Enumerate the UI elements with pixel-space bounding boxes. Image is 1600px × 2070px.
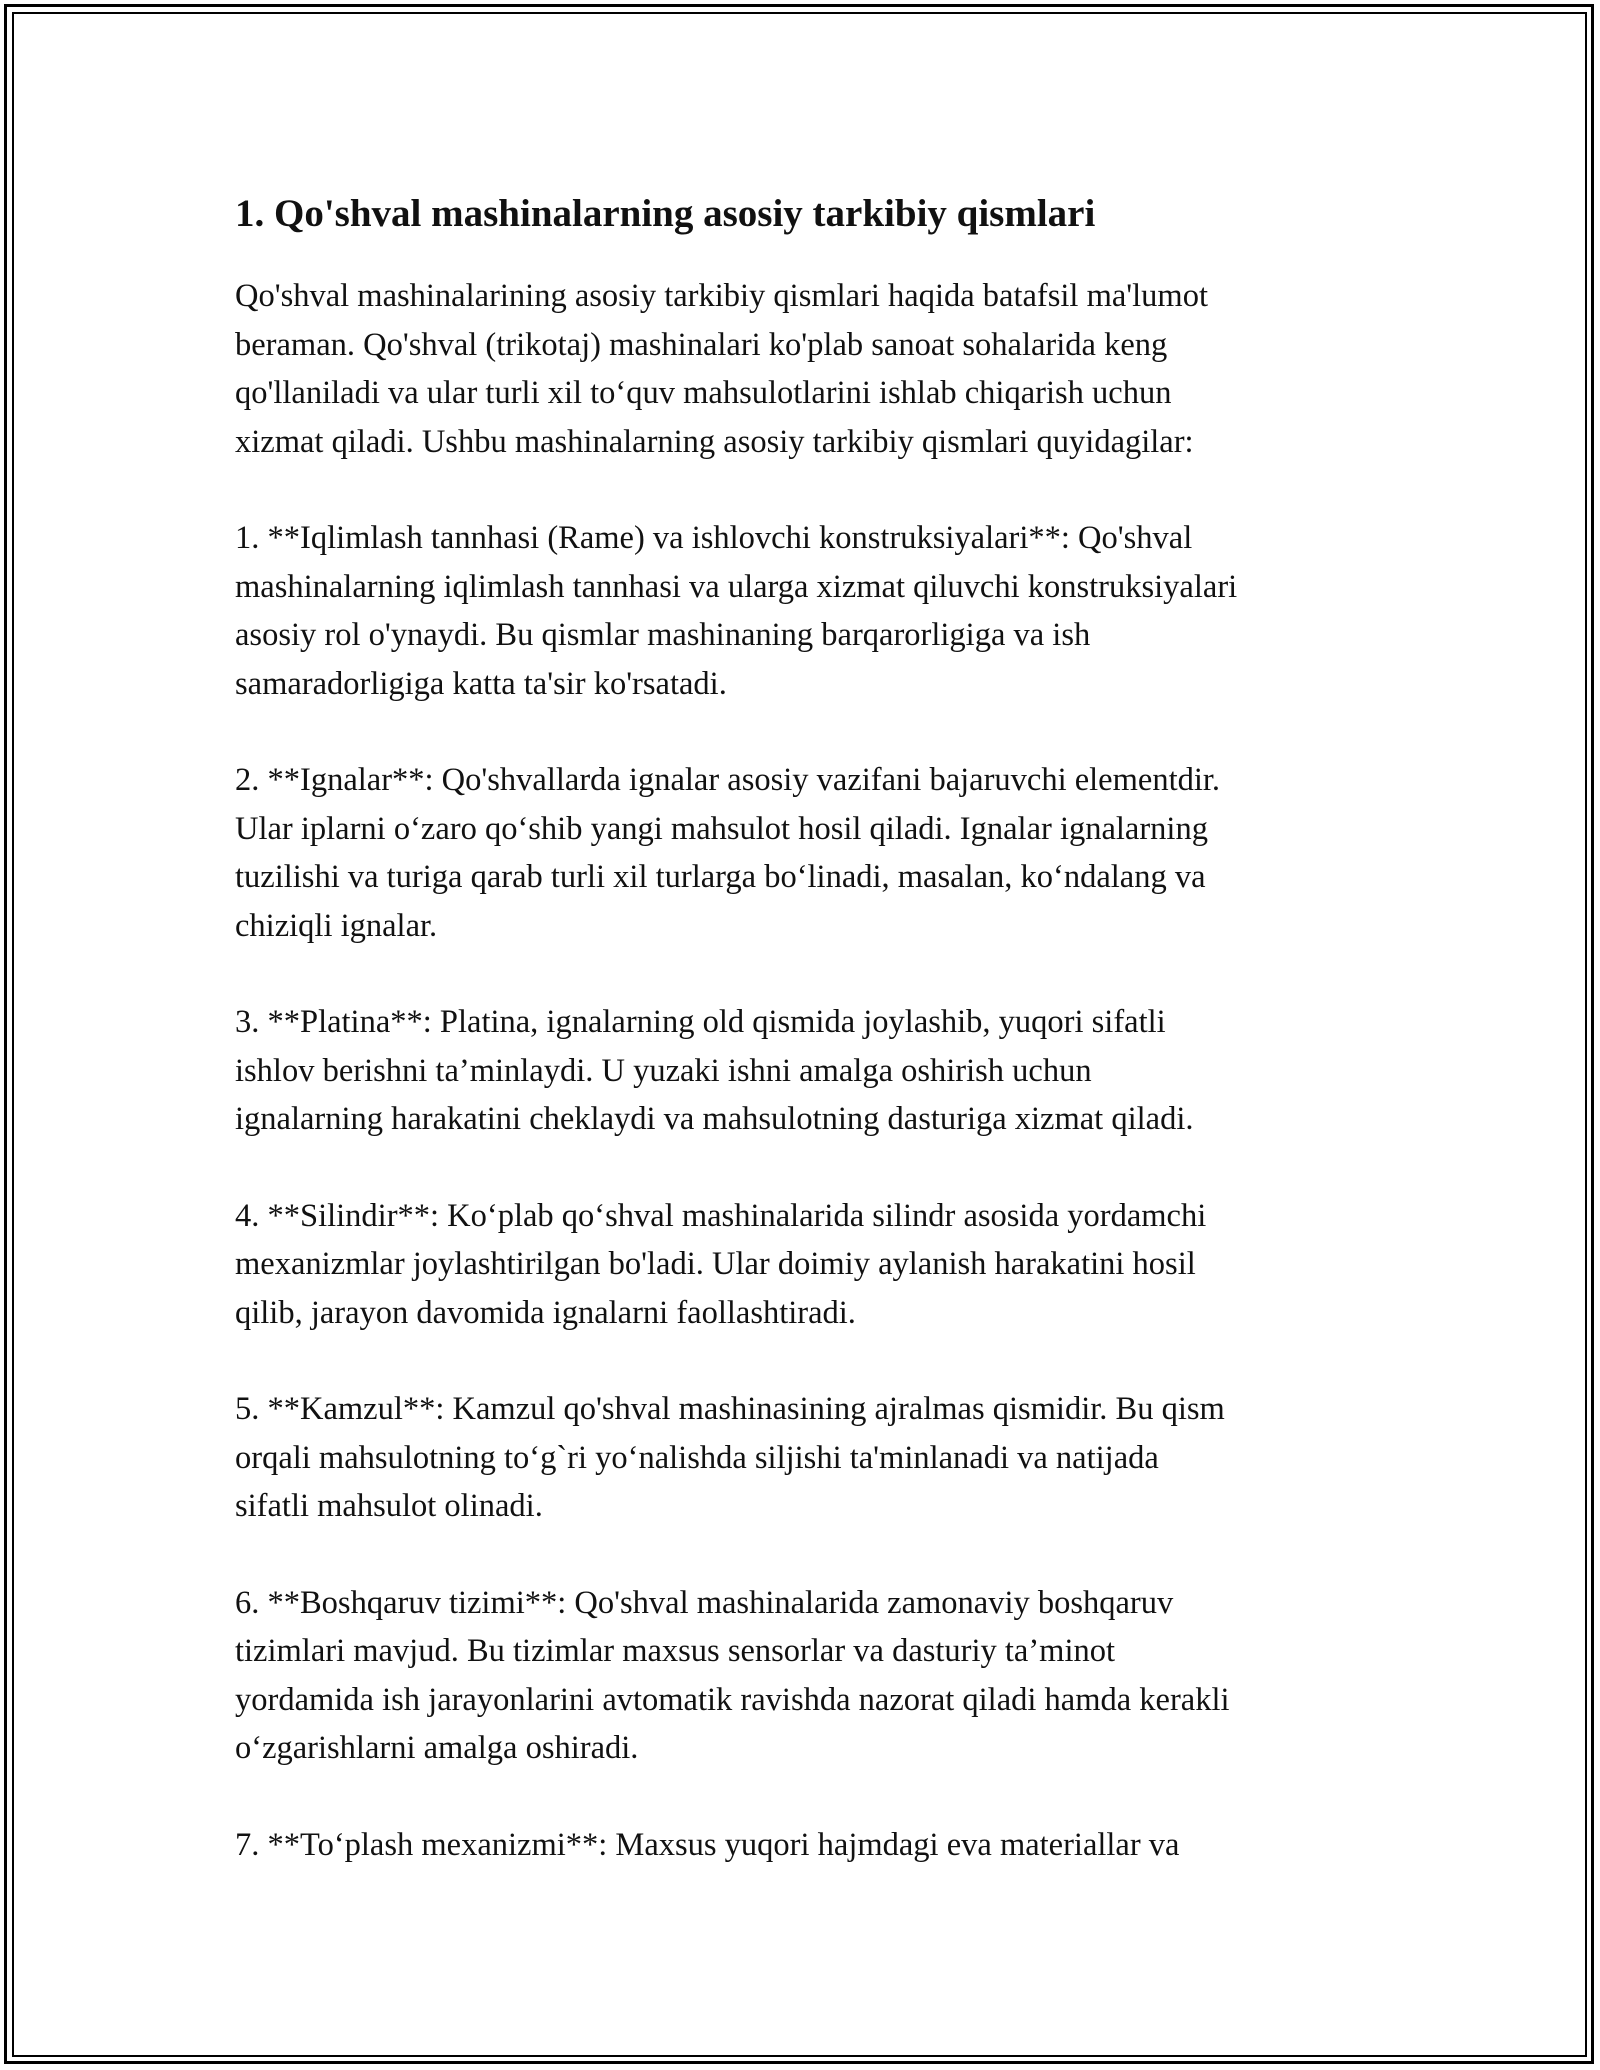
list-item-silindir: 4. **Silindir**: Ko‘plab qo‘shval mashinalarida silindr asosida yordamchi mexanizmlar joylashtirilgan bo'ladi. Ular doimiy aylanish harakatini hosil qilib, jarayon davomida ignalarni faollashtiradi.: [235, 1197, 1207, 1331]
list-item-kamzul: 5. **Kamzul**: Kamzul qo'shval mashinasining ajralmas qismidir. Bu qism orqali mahsulotning to‘g`ri yo‘nalishda siljishi ta'minlanadi va natijada sifatli mahsulot olinadi.: [235, 1391, 1225, 1524]
list-item-toplash-mexanizmi: 7. **To‘plash mexanizmi**: Maxsus yuqori hajmdagi eva materiallar va: [235, 1826, 1180, 1863]
list-item-ignalar: 2. **Ignalar**: Qo'shvallarda ignalar asosiy vazifani bajaruvchi elementdir. Ular iplarni o‘zaro qo‘shib yangi mahsulot hosil qiladi. Ignalar ignalarning tuzilishi va turiga qarab turli xil turlarga bo‘linadi, masalan, ko‘ndalang va chiziqli ignalar.: [235, 762, 1221, 944]
list-item-platina: 3. **Platina**: Platina, ignalarning old qismida joylashib, yuqori sifatli ishlov berishni ta’minlaydi. U yuzaki ishni amalga oshirish uchun ignalarning harakatini cheklaydi va mahsulotning dasturiga xizmat qiladi.: [235, 1004, 1194, 1137]
list-item-rame: 1. **Iqlimlash tannhasi (Rame) va ishlovchi konstruksiyalari**: Qo'shval mashinalarning iqlimlash tannhasi va ularga xizmat qiluvchi konstruksiyalari asosiy rol o'ynaydi. Bu qismlar mashinaning barqarorligiga va ish samaradorligiga katta ta'sir ko'rsatadi.: [235, 520, 1238, 702]
document-body: [235, 186, 1395, 1917]
list-item-boshqaruv-tizimi: 6. **Boshqaruv tizimi**: Qo'shval mashinalarida zamonaviy boshqaruv tizimlari mavjud. Bu tizimlar maxsus sensorlar va dasturiy ta’minot yordamida ish jarayonlarini avtomatik ravishda nazorat qiladi hamda kerakli o‘zgarishlarni amalga oshiradi.: [235, 1584, 1230, 1766]
document-title: 1. Qo'shval mashinalarning asosiy tarkibiy qismlari: [235, 192, 1096, 235]
intro-paragraph: Qo'shval mashinalarining asosiy tarkibiy qismlari haqida batafsil ma'lumot beraman. Qo'shval (trikotaj) mashinalari ko'plab sanoat sohalarida keng qo'llaniladi va ular turli xil to‘quv mahsulotlarini ishlab chiqarish uchun xizmat qiladi. Ushbu mashinalarning asosiy tarkibiy qismlari quyidagilar:: [235, 278, 1208, 460]
